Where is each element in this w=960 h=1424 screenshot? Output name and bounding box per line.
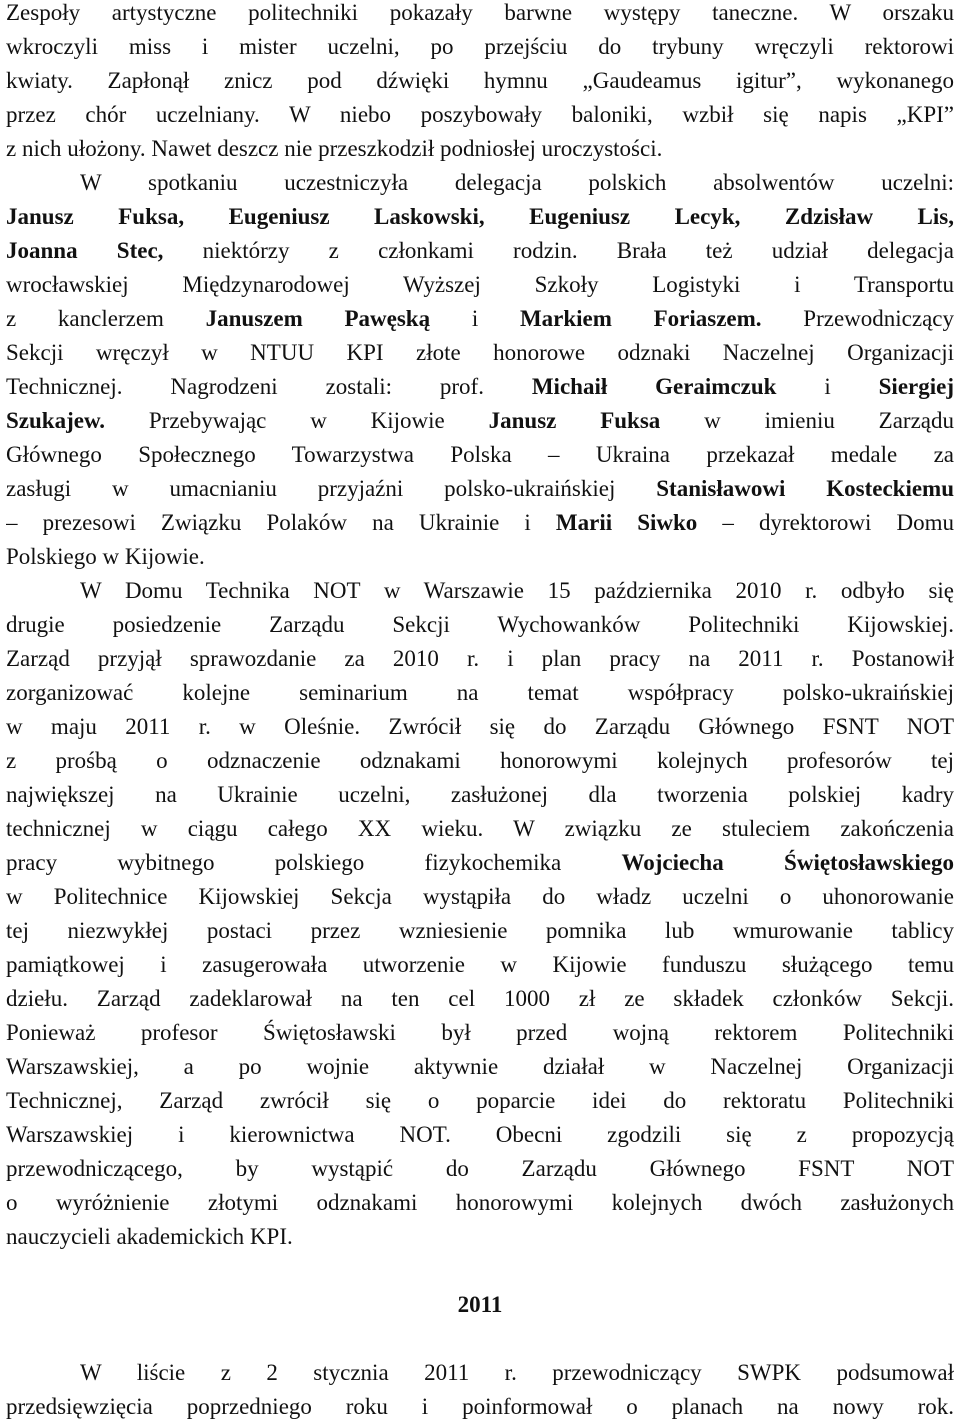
text-line: przewodniczącego, by wystąpić do Zarządu Głównego FSNT NOT <box>6 1156 954 1181</box>
text-line: Warszawskiej, a po wojnie aktywnie działał w Naczelnej Organizacji <box>6 1054 954 1079</box>
text-line: zorganizować kolejne seminarium na temat współpracy polsko-ukraińskiej <box>6 680 954 705</box>
paragraph-board-meeting <box>6 574 954 1254</box>
text-fragment: Przewodniczący <box>761 306 954 331</box>
text-line: Warszawskiej i kierownictwa NOT. Obecni zgodzili się z propozycją <box>6 1122 954 1147</box>
delegate-names: Janusz Fuksa, Eugeniusz Laskowski, Eugeniusz Lecyk, Zdzisław Lis, <box>6 204 954 229</box>
text-line: Polskiego w Kijowie. <box>6 544 205 569</box>
text-line: W spotkaniu uczestniczyła delegacja polskich absolwentów uczelni: <box>80 170 954 195</box>
text-line: drugie posiedzenie Zarządu Sekcji Wychowanków Politechniki Kijowskiej. <box>6 612 954 637</box>
delegate-names: Joanna Stec, <box>6 238 164 263</box>
text-line: wkroczyli miss i mister uczelni, po przejściu do trybuny wręczyli rektorowi <box>6 34 954 59</box>
text-line <box>6 200 954 234</box>
text-line <box>6 846 954 880</box>
paragraph-delegation <box>6 166 954 574</box>
text-line: pamiątkowej i zasugerowała utworzenie w Kijowie funduszu służącego temu <box>6 952 954 977</box>
text-line: Zarząd przyjął sprawozdanie za 2010 r. i plan pracy na 2011 r. Postanowił <box>6 646 954 671</box>
text-line: Technicznej, Zarząd zwrócił się o poparcie idei do rektoratu Politechniki <box>6 1088 954 1113</box>
text-line: W Domu Technika NOT w Warszawie 15 października 2010 r. odbyło się <box>80 578 954 603</box>
text-line: z prośbą o odznaczenie odznakami honorowymi kolejnych profesorów tej <box>6 748 954 773</box>
text-line <box>6 506 954 540</box>
text-line: o wyróżnienie złotymi odznakami honorowymi kolejnych dwóch zasłużonych <box>6 1190 954 1215</box>
text-line: kwiaty. Zapłonął znicz pod dźwięki hymnu „Gaudeamus igitur”, wykonanego <box>6 68 954 93</box>
text-line: W liście z 2 stycznia 2011 r. przewodniczący SWPK podsumował <box>80 1360 954 1385</box>
text-fragment: w imieniu Zarządu <box>660 408 954 433</box>
person-name: Marii Siwko <box>555 510 698 535</box>
text-line: Ponieważ profesor Świętosławski był przed wojną rektorem Politechniki <box>6 1020 954 1045</box>
text-fragment: Technicznej. Nagrodzeni zostali: prof. <box>6 374 532 399</box>
person-name: Michaił Geraimczuk <box>531 374 777 399</box>
text-line: największej na Ukrainie uczelni, zasłużonej dla tworzenia polskiej kadry <box>6 782 954 807</box>
text-line: wrocławskiej Międzynarodowej Wyższej Szkoły Logistyki i Transportu <box>6 272 954 297</box>
text-line: Sekcji wręczył w NTUU KPI złote honorowe odznaki Naczelnej Organizacji <box>6 340 954 365</box>
text-fragment: – dyrektorowi Domu <box>697 510 954 535</box>
text-fragment: i <box>776 374 879 399</box>
person-name: Wojciecha Świętosławskiego <box>621 850 954 875</box>
person-name: Szukajew. <box>6 408 106 433</box>
text-line: przedsięwzięcia poprzedniego roku i poinformował o planach na nowy rok. <box>6 1394 954 1419</box>
text-fragment: niektórzy z członkami rodzin. Brała też udział delegacja <box>163 238 954 263</box>
text-line: w Politechnice Kijowskiej Sekcja wystąpiła do władz uczelni o uhonorowanie <box>6 884 954 909</box>
text-line <box>6 370 954 404</box>
text-line: technicznej w ciągu całego XX wieku. W związku ze stuleciem zakończenia <box>6 816 954 841</box>
text-line <box>6 234 954 268</box>
text-line: tej niezwykłej postaci przez wzniesienie pomnika lub wmurowanie tablicy <box>6 918 954 943</box>
text-line: przez chór uczelniany. W niebo poszybowały baloniki, wzbił się napis „KPI” <box>6 102 954 127</box>
text-line: z nich ułożony. Nawet deszcz nie przeszkodził podniosłej uroczystości. <box>6 136 663 161</box>
person-name: Siergiej <box>878 374 954 399</box>
text-fragment: Przebywając w Kijowie <box>105 408 489 433</box>
text-line: w maju 2011 r. w Oleśnie. Zwrócił się do Zarządu Głównego FSNT NOT <box>6 714 954 739</box>
text-line: nauczycieli akademickich KPI. <box>6 1224 293 1249</box>
text-fragment: pracy wybitnego polskiego fizykochemika <box>6 850 622 875</box>
paragraph-celebration <box>6 0 954 166</box>
text-line: Zespoły artystyczne politechniki pokazały barwne występy taneczne. W orszaku <box>6 0 954 25</box>
text-fragment: zasługi w umacnianiu przyjaźni polsko-ukraińskiej <box>6 476 657 501</box>
person-name: Januszem Pawęską <box>205 306 431 331</box>
person-name: Janusz Fuksa <box>488 408 661 433</box>
text-fragment: i <box>430 306 520 331</box>
person-name: Markiem Foriaszem. <box>519 306 762 331</box>
text-line <box>6 404 954 438</box>
text-fragment: – prezesowi Związku Polaków na Ukrainie i <box>6 510 556 535</box>
paragraph-letter <box>6 1356 954 1424</box>
text-line: dziełu. Zarząd zadeklarował na ten cel 1000 zł ze składek członków Sekcji. <box>6 986 954 1011</box>
text-line <box>6 472 954 506</box>
person-name: Stanisławowi Kosteckiemu <box>656 476 954 501</box>
text-line: Głównego Społecznego Towarzystwa Polska – Ukraina przekazał medale za <box>6 442 954 467</box>
year-heading: 2011 <box>457 1292 503 1317</box>
text-line <box>6 302 954 336</box>
text-fragment: z kanclerzem <box>6 306 206 331</box>
